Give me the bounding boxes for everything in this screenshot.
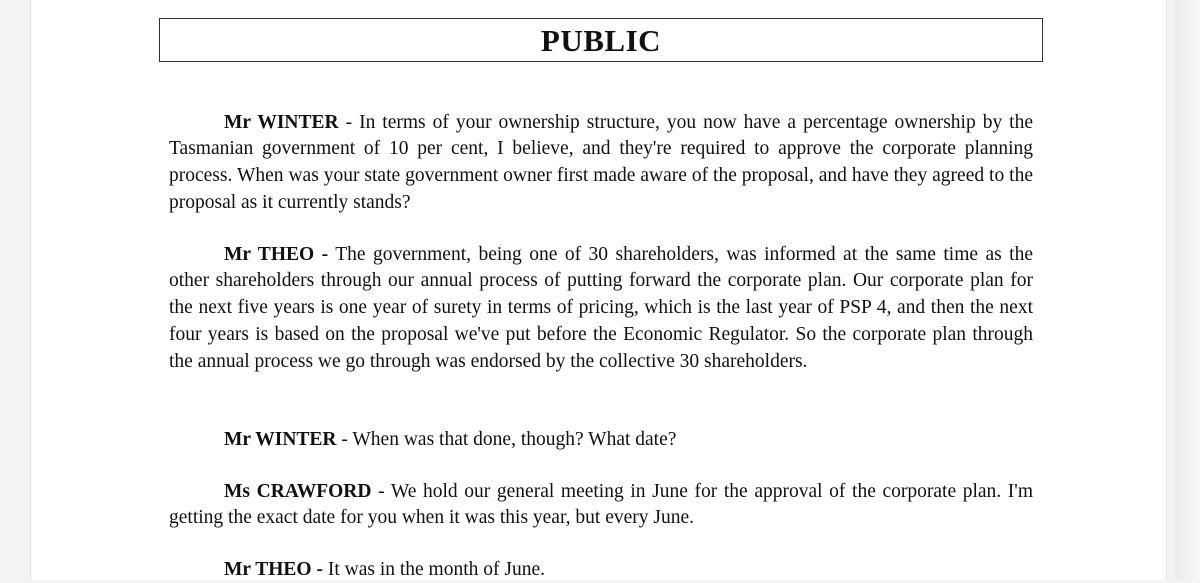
paragraph-text: When was that done, though? What date? — [352, 429, 676, 450]
transcript-paragraph — [169, 557, 1033, 583]
paragraph-text: The government, being one of 30 shareholders, was informed at the same time as the other shareholders through our annual process of putting forward the corporate plan. Our corporate plan for the next five years is one year of surety in terms of pricing, which is the last year of PSP 4, and then the next four years is based on the proposal we've put before the Economic Regulator. So the corporate plan through the annual process we go through was endorsed by the collective 30 shareholders. — [169, 244, 1033, 372]
transcript-paragraph — [169, 242, 1033, 376]
transcript-paragraph — [169, 427, 1033, 454]
speaker-separator: - — [337, 429, 353, 450]
speaker-name: Mr WINTER — [224, 429, 337, 450]
speaker-separator: - — [339, 112, 359, 133]
page-edge-shadow — [1175, 0, 1200, 580]
speaker-separator: - — [371, 481, 390, 502]
transcript-paragraph — [169, 479, 1033, 533]
paragraph-text: We hold our general meeting in June for the approval of the corporate plan. I'm getting the exact date for you when it was this year, but every June. — [169, 481, 1033, 529]
paragraph-text: In terms of your ownership structure, you now have a percentage ownership by the Tasmanian government of 10 per cent, I believe, and they're required to approve the corporate planning process. When was your state government owner first made aware of the proposal, and have they agreed to the proposal as it currently stands? — [169, 112, 1033, 213]
speaker-name: Mr THEO - — [224, 244, 328, 265]
document-page — [30, 0, 1167, 580]
speaker-name: Mr THEO - — [224, 559, 323, 580]
public-banner: PUBLIC — [159, 18, 1043, 62]
paragraph-text: It was in the month of June. — [328, 559, 545, 580]
speaker-name: Ms CRAWFORD — [224, 481, 371, 502]
speaker-name: Mr WINTER — [224, 112, 339, 133]
transcript-paragraph — [169, 110, 1033, 217]
